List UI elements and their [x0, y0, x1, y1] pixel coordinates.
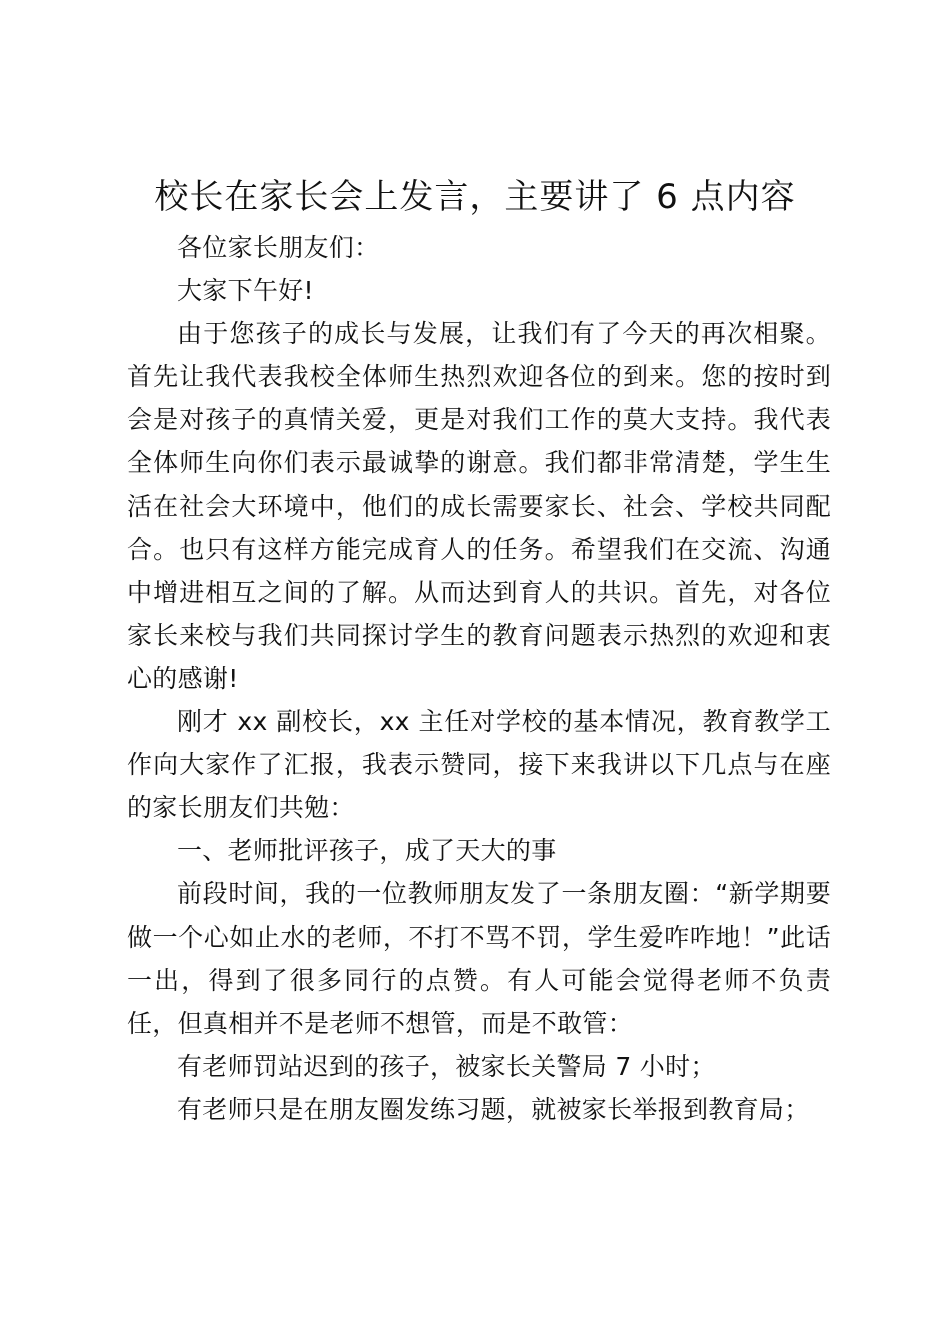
intro-paragraph: 刚才 xx 副校长，xx 主任对学校的基本情况，教育教学工作向大家作了汇报，我表示赞同，接下来我讲以下几点与在座的家长朋友们共勉： — [127, 707, 831, 823]
document-body — [127, 226, 831, 1131]
body-paragraph: 前段时间，我的一位教师朋友发了一条朋友圈：“新学期要做一个心如止水的老师，不打不骂不罚，学生爱咋咋地！”此话一出，得到了很多同行的点赞。有人可能会觉得老师不负责任，但真相并不是老师不想管，而是不敢管： — [127, 879, 831, 1038]
document-title: 校长在家长会上发言，主要讲了 6 点内容 — [154, 177, 796, 217]
example-paragraph: 有老师只是在朋友圈发练习题，就被家长举报到教育局； — [177, 1094, 810, 1124]
salutation-paragraph: 大家下午好! — [177, 276, 314, 306]
section-heading: 一、老师批评孩子，成了天大的事 — [177, 836, 557, 866]
welcome-paragraph: 由于您孩子的成长与发展，让我们有了今天的再次相聚。首先让我代表我校全体师生热烈欢迎各位的到来。您的按时到会是对孩子的真情关爱，更是对我们工作的莫大支持。我代表全体师生向你们表示最诚挚的谢意。我们都非常清楚，学生生活在社会大环境中，他们的成长需要家长、社会、学校共同配合。也只有这样方能完成育人的任务。希望我们在交流、沟通中增进相互之间的了解。从而达到育人的共识。首先，对各位家长来校与我们共同探讨学生的教育问题表示热烈的欢迎和衷心的感谢! — [127, 319, 831, 693]
greeting-paragraph: 各位家长朋友们： — [177, 233, 380, 262]
example-paragraph: 有老师罚站迟到的孩子，被家长关警局 7 小时； — [177, 1051, 716, 1081]
